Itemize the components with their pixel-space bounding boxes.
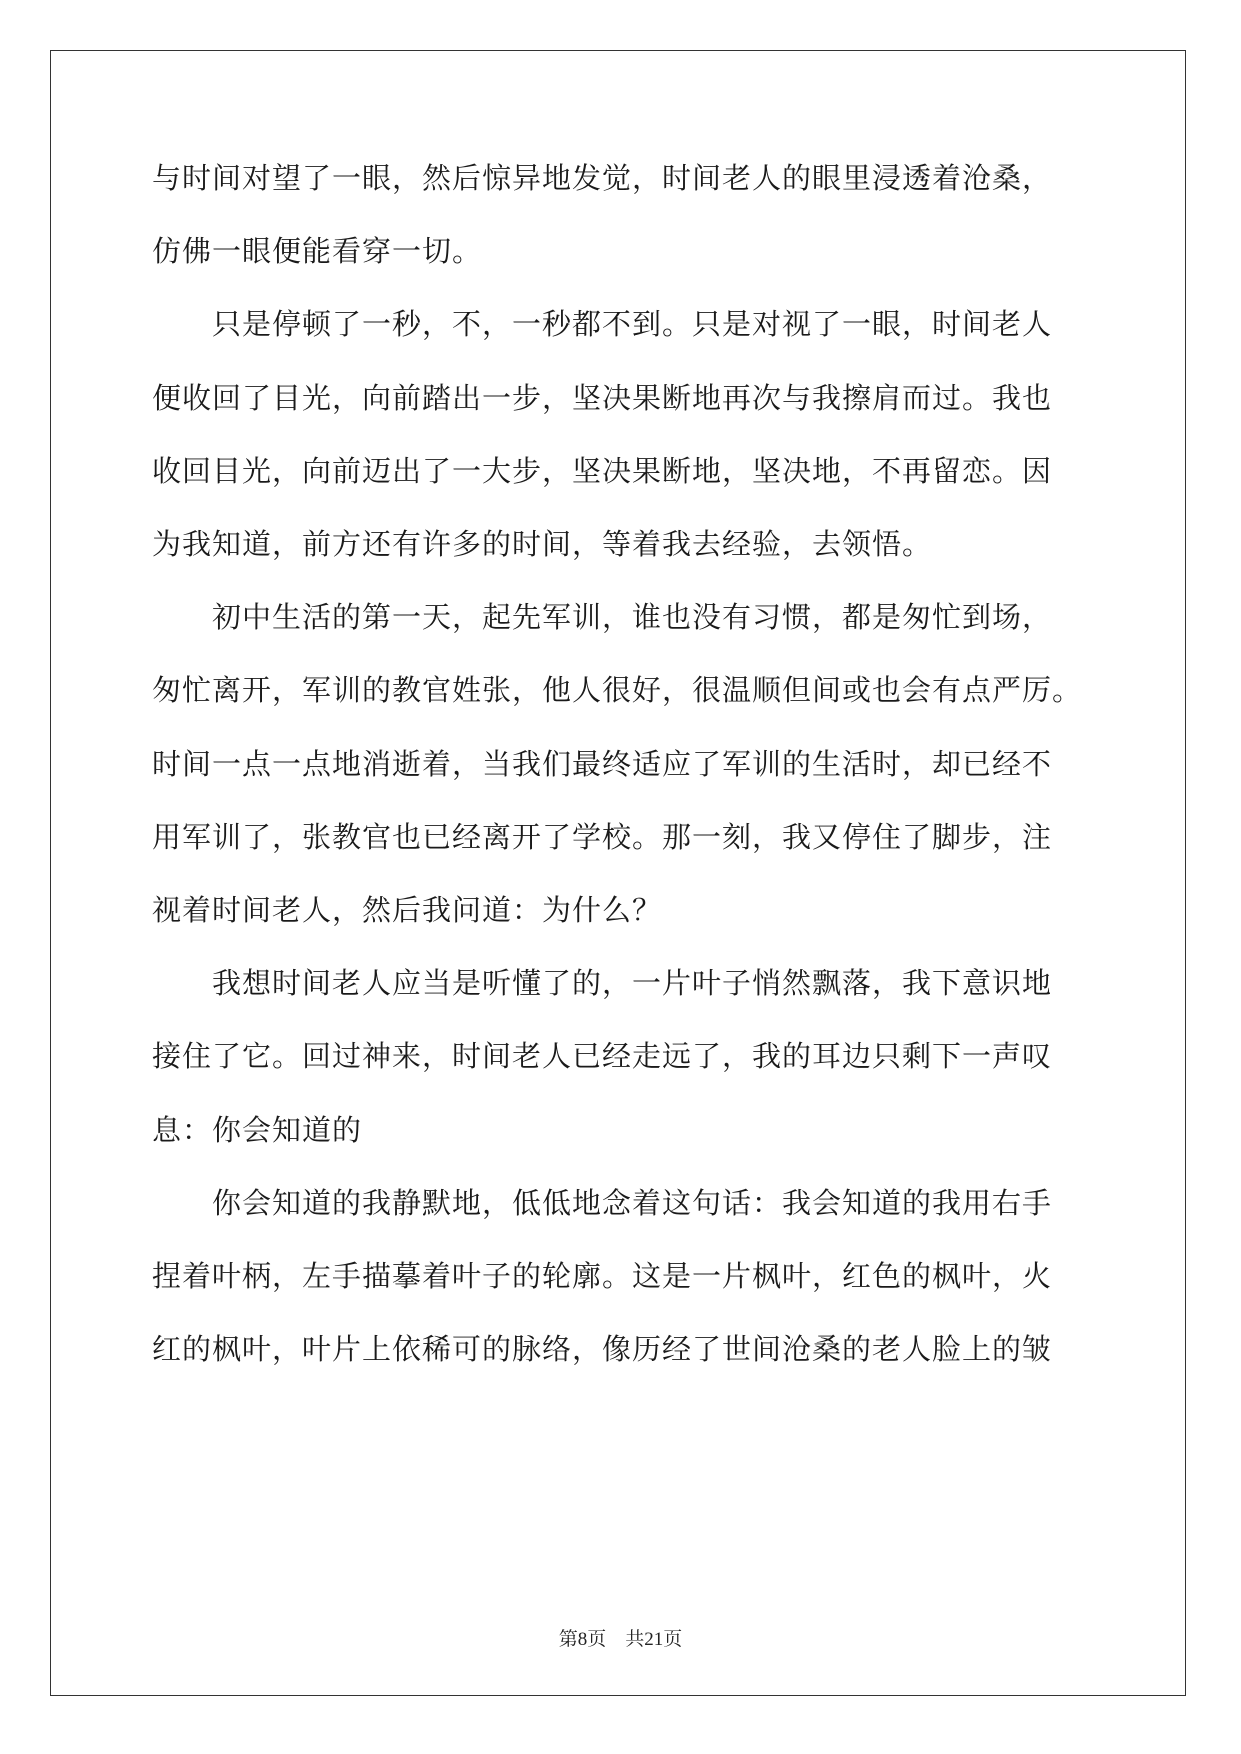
page-border [50,50,1186,1696]
text-line: 视着时间老人，然后我问道：为什么？ [152,893,663,927]
text-line: 为我知道，前方还有许多的时间，等着我去经验，去领悟。 [152,527,933,561]
text-line: 收回目光，向前迈出了一大步，坚决果断地，坚决地，不再留恋。因 [152,454,1053,488]
text-line: 初中生活的第一天，起先军训，谁也没有习惯，都是匆忙到场， [152,600,1053,634]
page-number-label: 第8页 共21页 [558,1629,683,1650]
text-line: 息：你会知道的 [152,1113,363,1147]
text-line: 接住了它。回过神来，时间老人已经走远了，我的耳边只剩下一声叹 [152,1039,1053,1073]
text-line: 捏着叶柄，左手描摹着叶子的轮廓。这是一片枫叶，红色的枫叶，火 [152,1259,1053,1293]
text-line: 你会知道的我静默地，低低地念着这句话：我会知道的我用右手 [152,1186,1053,1220]
text-line: 便收回了目光，向前踏出一步，坚决果断地再次与我擦肩而过。我也 [152,381,1053,415]
text-line: 只是停顿了一秒，不，一秒都不到。只是对视了一眼，时间老人 [152,307,1053,341]
text-line: 我想时间老人应当是听懂了的，一片叶子悄然飘落，我下意识地 [152,966,1053,1000]
page-number-footer [0,1624,1241,1651]
text-line: 仿佛一眼便能看穿一切。 [152,234,483,268]
text-line: 与时间对望了一眼，然后惊异地发觉，时间老人的眼里浸透着沧桑， [152,161,1053,195]
text-line: 时间一点一点地消逝着，当我们最终适应了军训的生活时，却已经不 [152,747,1053,781]
text-line: 用军训了，张教官也已经离开了学校。那一刻，我又停住了脚步，注 [152,820,1053,854]
text-line: 匆忙离开，军训的教官姓张，他人很好，很温顺但间或也会有点严厉。 [152,673,1083,707]
text-line: 红的枫叶，叶片上依稀可的脉络，像历经了世间沧桑的老人脸上的皱 [152,1332,1053,1366]
